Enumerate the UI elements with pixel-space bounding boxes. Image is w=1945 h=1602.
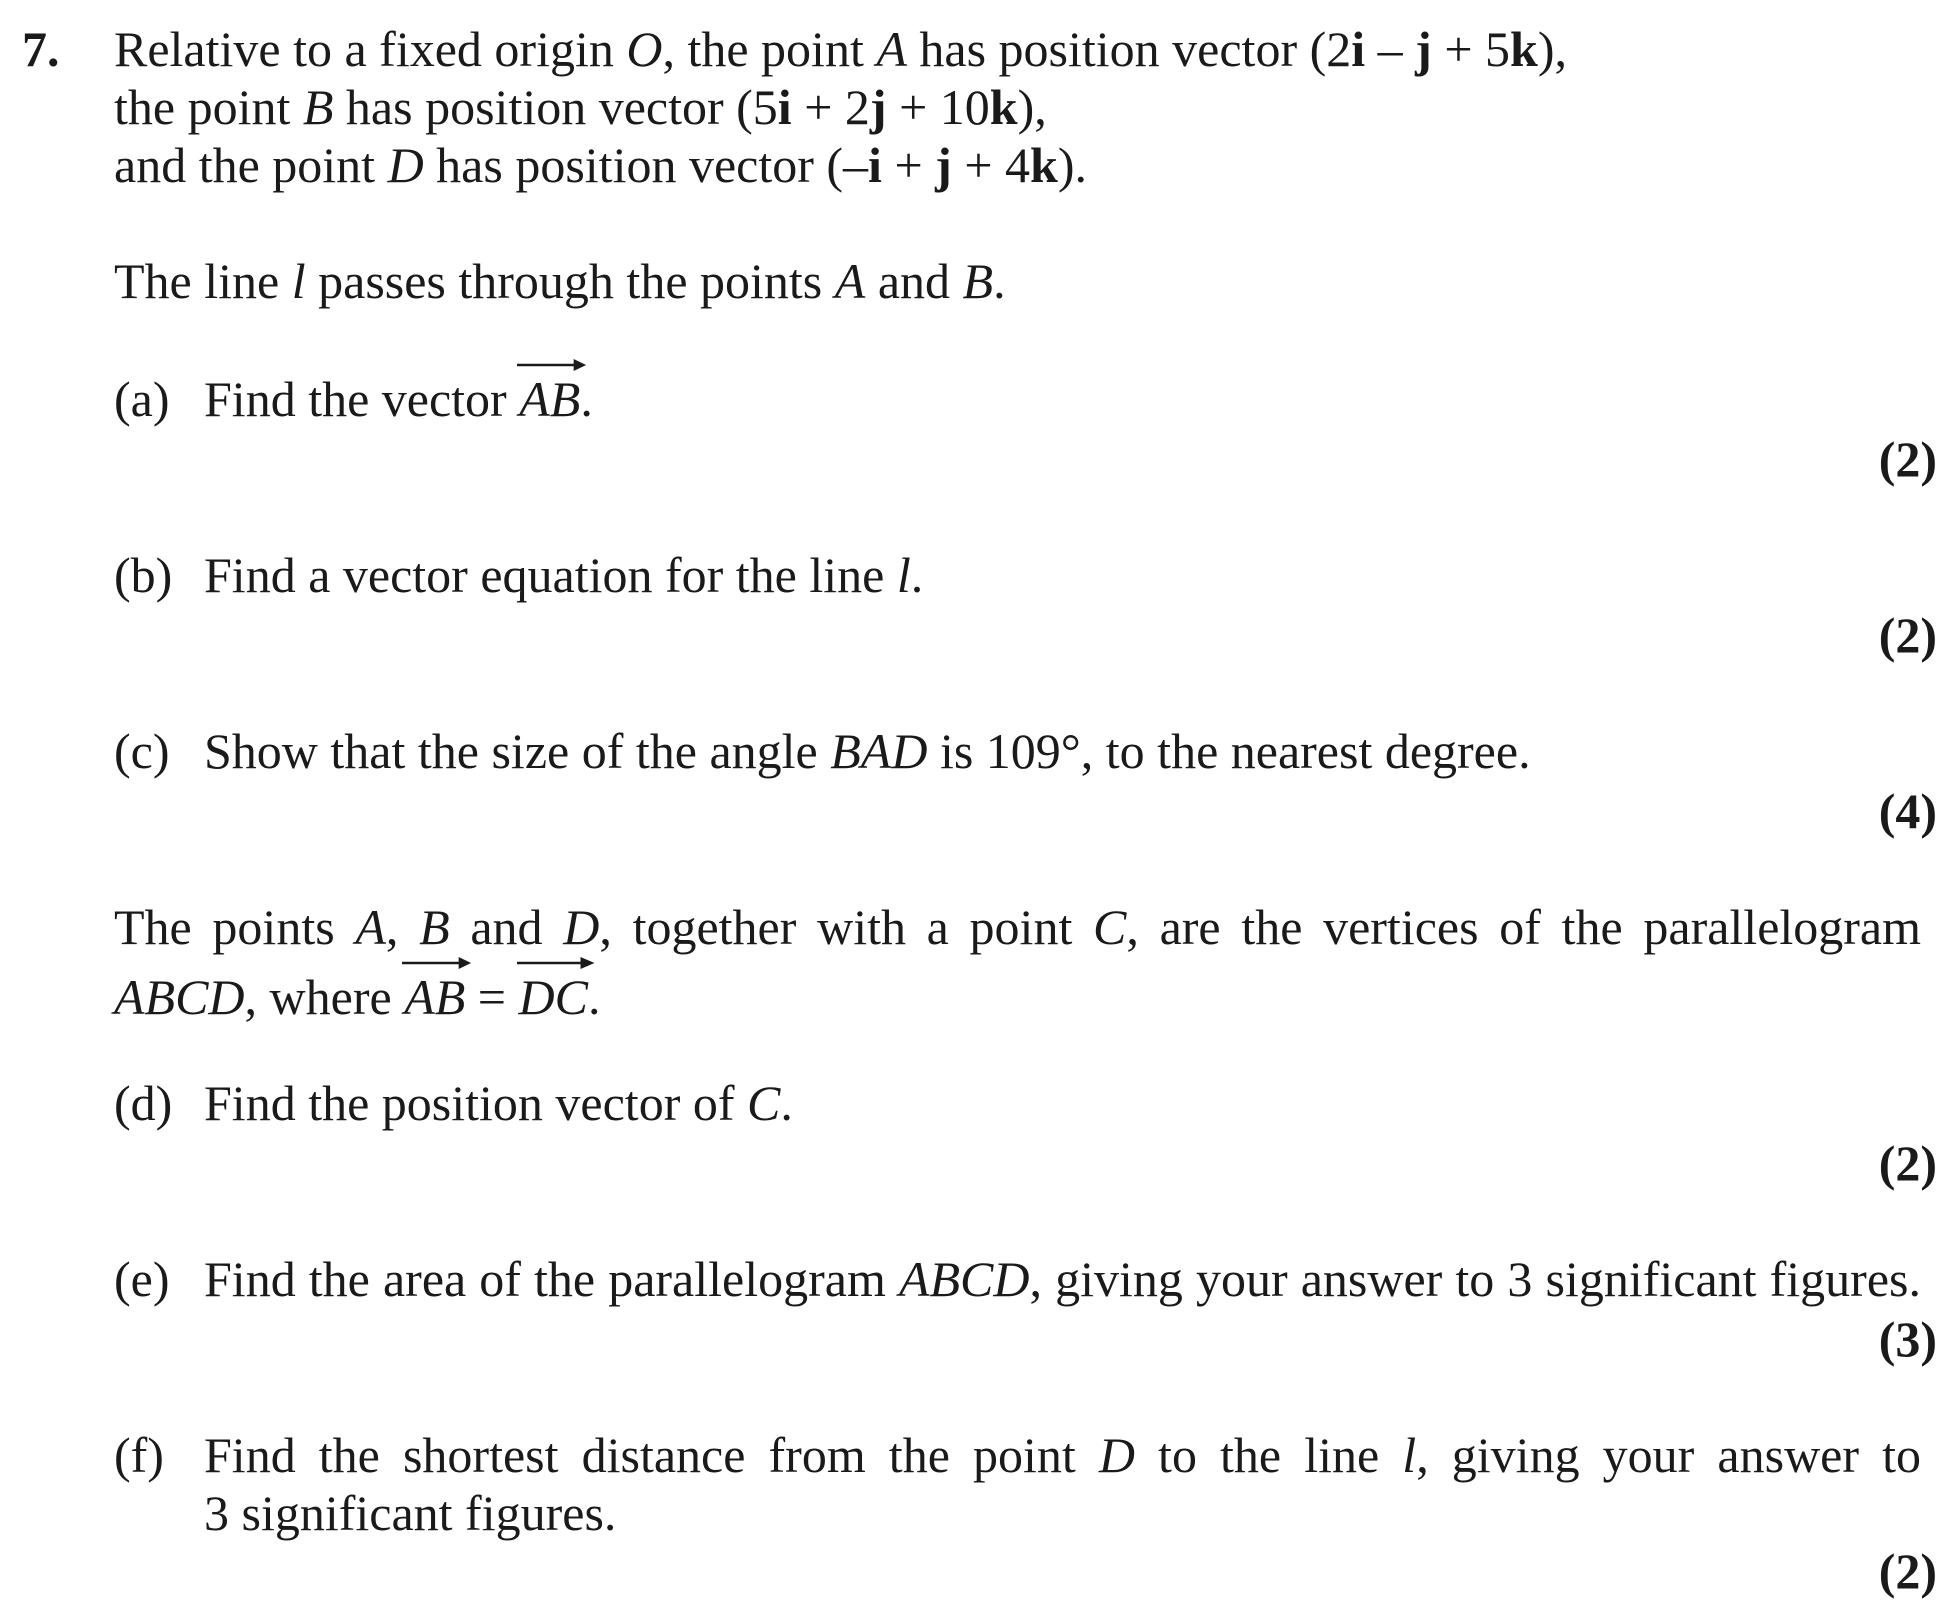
operator: + 5: [1431, 21, 1511, 77]
part-text: .: [580, 371, 593, 427]
statement-text: , are the vertices of the parallelogram: [1126, 899, 1922, 955]
unit-vector-i: i: [1351, 21, 1366, 77]
statement-text: The line: [114, 253, 292, 309]
part-text: Find the vector: [204, 371, 520, 427]
shape-symbol: ABCD: [114, 969, 245, 1025]
part-c-label: (c): [114, 723, 170, 779]
part-f-text-line-2: 3 significant figures.: [204, 1485, 617, 1541]
statement-text: , where: [244, 969, 405, 1025]
part-text: Find the area of the parallelogram: [204, 1251, 899, 1307]
part-text: .: [780, 1075, 793, 1131]
unit-vector-k: k: [989, 79, 1018, 135]
coefficient: 5: [752, 79, 778, 135]
parallelogram-line-1: [114, 899, 1922, 955]
parallelogram-line-2: [114, 969, 601, 1025]
intro-line-1: [114, 21, 1567, 77]
statement-text: .: [587, 969, 601, 1025]
unit-vector-j: j: [1415, 21, 1432, 77]
point-symbol: C: [747, 1075, 781, 1131]
operator: –: [1365, 21, 1416, 77]
unit-vector-i: i: [777, 79, 792, 135]
part-c-text: [204, 723, 1531, 779]
part-text: , giving your answer to 3 significant figures.: [1029, 1251, 1921, 1307]
unit-vector-k: k: [1030, 137, 1058, 193]
point-symbol: A: [355, 899, 386, 955]
origin-symbol: O: [626, 21, 663, 77]
point-symbol: D: [1098, 1427, 1135, 1483]
question-number: 7.: [22, 21, 60, 77]
point-symbol: B: [302, 79, 334, 135]
intro-text: the point: [114, 79, 303, 135]
point-symbol: A: [834, 253, 866, 309]
part-text: Find the position vector of: [204, 1075, 747, 1131]
operator: +: [881, 137, 936, 193]
intro-text: Relative to a fixed origin: [114, 21, 627, 77]
statement-text: .: [993, 253, 1006, 309]
part-d-text: [204, 1075, 793, 1131]
part-e-marks: (3): [1878, 1311, 1937, 1367]
angle-symbol: BAD: [830, 723, 928, 779]
part-text: Show that the size of the angle: [204, 723, 831, 779]
intro-line-3: [114, 137, 1087, 193]
part-a-text: [204, 371, 593, 427]
point-symbol: B: [962, 253, 994, 309]
statement-text: The points: [114, 899, 356, 955]
part-text: .: [910, 547, 924, 603]
point-symbol: D: [387, 137, 424, 193]
intro-text: has position vector (–: [423, 137, 869, 193]
intro-text: , the point: [662, 21, 877, 77]
unit-vector-i: i: [868, 137, 882, 193]
equals-sign: =: [465, 969, 519, 1025]
line-symbol: l: [1402, 1427, 1417, 1483]
unit-vector-k: k: [1510, 21, 1538, 77]
vector-ab: [519, 371, 581, 427]
part-b-marks: (2): [1878, 607, 1937, 663]
line-symbol: l: [896, 547, 911, 603]
part-e-label: (e): [114, 1251, 170, 1307]
statement-text: and: [865, 253, 963, 309]
statement-text: and: [449, 899, 564, 955]
statement-text: ,: [385, 899, 420, 955]
intro-text: ).: [1057, 137, 1087, 193]
vector-label: AB: [519, 371, 581, 427]
intro-text: has position vector (: [906, 21, 1327, 77]
point-symbol: D: [563, 899, 600, 955]
part-b-label: (b): [114, 547, 173, 603]
vector-label: DC: [518, 969, 588, 1025]
part-d-label: (d): [114, 1075, 173, 1131]
part-text: , giving your answer to: [1416, 1427, 1922, 1483]
unit-vector-j: j: [935, 137, 952, 193]
part-f-label: (f): [114, 1427, 164, 1483]
shape-symbol: ABCD: [898, 1251, 1030, 1307]
point-symbol: C: [1093, 899, 1127, 955]
part-f-marks: (2): [1878, 1543, 1937, 1599]
vector-arrow-icon: [402, 956, 471, 970]
intro-text: ),: [1537, 21, 1567, 77]
part-a-marks: (2): [1878, 431, 1937, 487]
line-statement: [114, 253, 1006, 309]
part-e-text: [204, 1251, 1921, 1307]
part-text: to the line: [1134, 1427, 1403, 1483]
intro-text: has position vector (: [333, 79, 753, 135]
operator: + 4: [951, 137, 1031, 193]
part-text: Find a vector equation for the line: [204, 547, 897, 603]
intro-text: ),: [1017, 79, 1047, 135]
coefficient: 2: [1326, 21, 1352, 77]
statement-text: passes through the points: [305, 253, 835, 309]
part-b-text: [204, 547, 924, 603]
part-f-text-line-1: [204, 1427, 1922, 1483]
operator: + 2: [791, 79, 870, 135]
statement-text: , together with a point: [599, 899, 1094, 955]
vector-arrow-icon: [517, 358, 586, 372]
vector-dc: [518, 969, 588, 1025]
point-symbol: A: [876, 21, 907, 77]
intro-line-2: [114, 79, 1047, 135]
vector-ab: [404, 969, 466, 1025]
part-d-marks: (2): [1878, 1135, 1937, 1191]
unit-vector-j: j: [869, 79, 887, 135]
part-text: is 109°, to the nearest degree.: [927, 723, 1531, 779]
part-text: Find the shortest distance from the point: [204, 1427, 1099, 1483]
part-c-marks: (4): [1878, 783, 1937, 839]
part-a-label: (a): [114, 371, 170, 427]
vector-label: AB: [404, 969, 466, 1025]
operator: + 10: [886, 79, 990, 135]
vector-arrow-icon: [517, 956, 594, 970]
intro-text: and the point: [114, 137, 388, 193]
line-symbol: l: [291, 253, 306, 309]
point-symbol: B: [419, 899, 450, 955]
